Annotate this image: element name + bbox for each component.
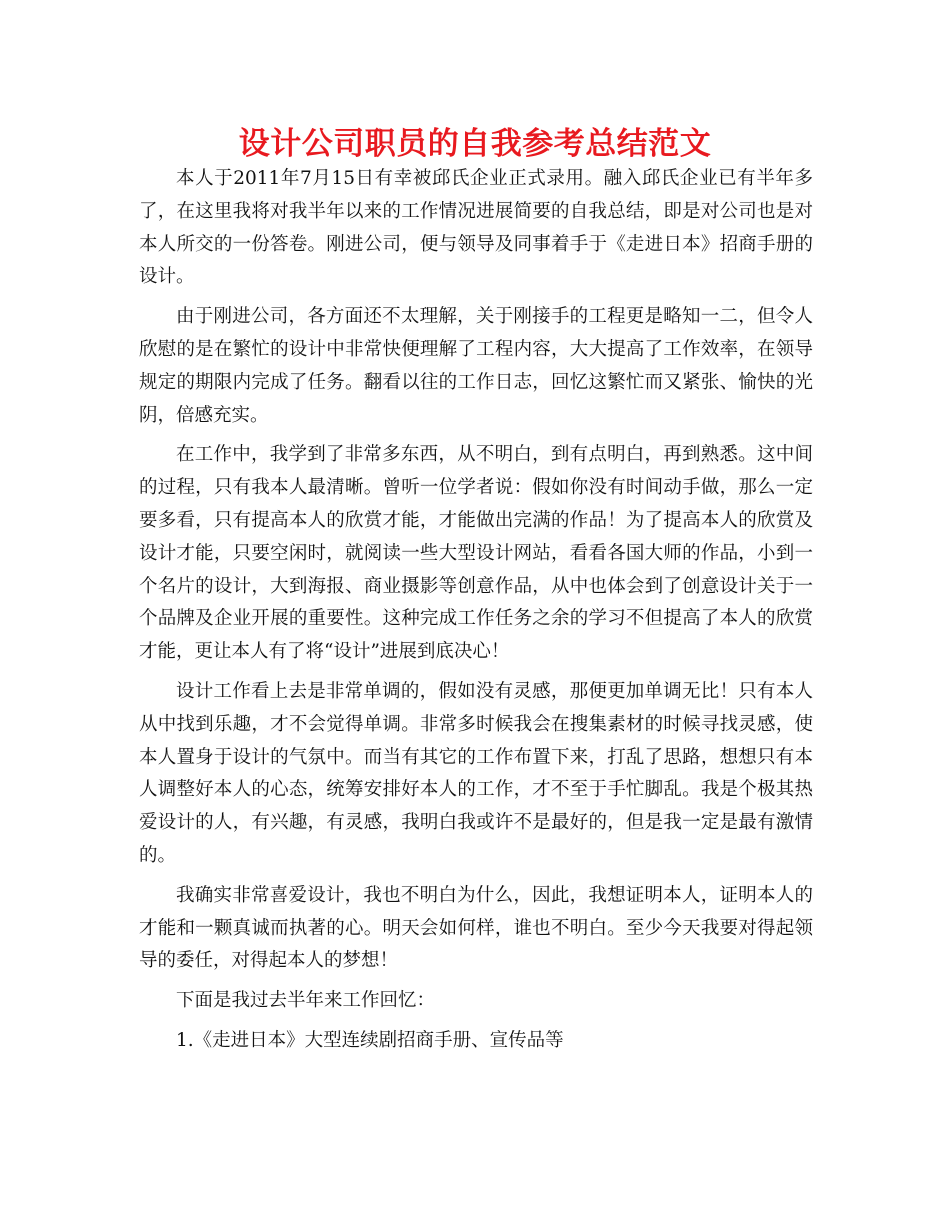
paragraph-2: 由于刚进公司，各方面还不太理解，关于刚接手的工程更是略知一二，但令人欣慰的是在繁忙的设计中非常快便理解了工程内容，大大提高了工作效率，在领导规定的期限内完成了任务。翻看以往的工作日志，回忆这繁忙而又紧张、愉快的光阴，倍感充实。 (139, 306, 813, 426)
paragraph-1: 本人于2011年7月15日有幸被邱氏企业正式录用。融入邱氏企业已有半年多了，在这里我将对我半年以来的工作情况进展简要的自我总结，即是对公司也是对本人所交的一份答卷。刚进公司，便与领导及同事着手于《走进日本》招商手册的设计。 (139, 168, 813, 288)
paragraph-5: 我确实非常喜爱设计，我也不明白为什么，因此，我想证明本人，证明本人的才能和一颗真诚而执著的心。明天会如何样，谁也不明白。至少今天我要对得起领导的委任，对得起本人的梦想！ (139, 884, 813, 972)
paragraph-4: 设计工作看上去是非常单调的，假如没有灵感，那便更加单调无比！只有本人从中找到乐趣，才不会觉得单调。非常多时候我会在搜集素材的时候寻找灵感，使本人置身于设计的气氛中。而当有其它的工作布置下来，打乱了思路，想想只有本人调整好本人的心态，统筹安排好本人的工作，才不至于手忙脚乱。我是个极其热爱设计的人，有兴趣，有灵感，我明白我或许不是最好的，但是我一定是最有激情的。 (139, 680, 813, 866)
document-body (139, 163, 813, 1058)
document-title: 设计公司职员的自我参考总结范文 (238, 126, 712, 162)
paragraph-6: 下面是我过去半年来工作回忆： (176, 990, 436, 1012)
paragraph-3: 在工作中，我学到了非常多东西，从不明白，到有点明白，再到熟悉。这中间的过程，只有我本人最清晰。曾听一位学者说：假如你没有时间动手做，那么一定要多看，只有提高本人的欣赏才能，才能做出完满的作品！为了提高本人的欣赏及设计才能，只要空闲时，就阅读一些大型设计网站，看看各国大师的作品，小到一个名片的设计，大到海报、商业摄影等创意作品，从中也体会到了创意设计关于一个品牌及企业开展的重要性。这种完成工作任务之余的学习不但提高了本人的欣赏才能，更让本人有了将“设计”进展到底决心！ (139, 444, 813, 663)
list-item-1: 1.《走进日本》大型连续剧招商手册、宣传品等 (176, 1029, 564, 1051)
